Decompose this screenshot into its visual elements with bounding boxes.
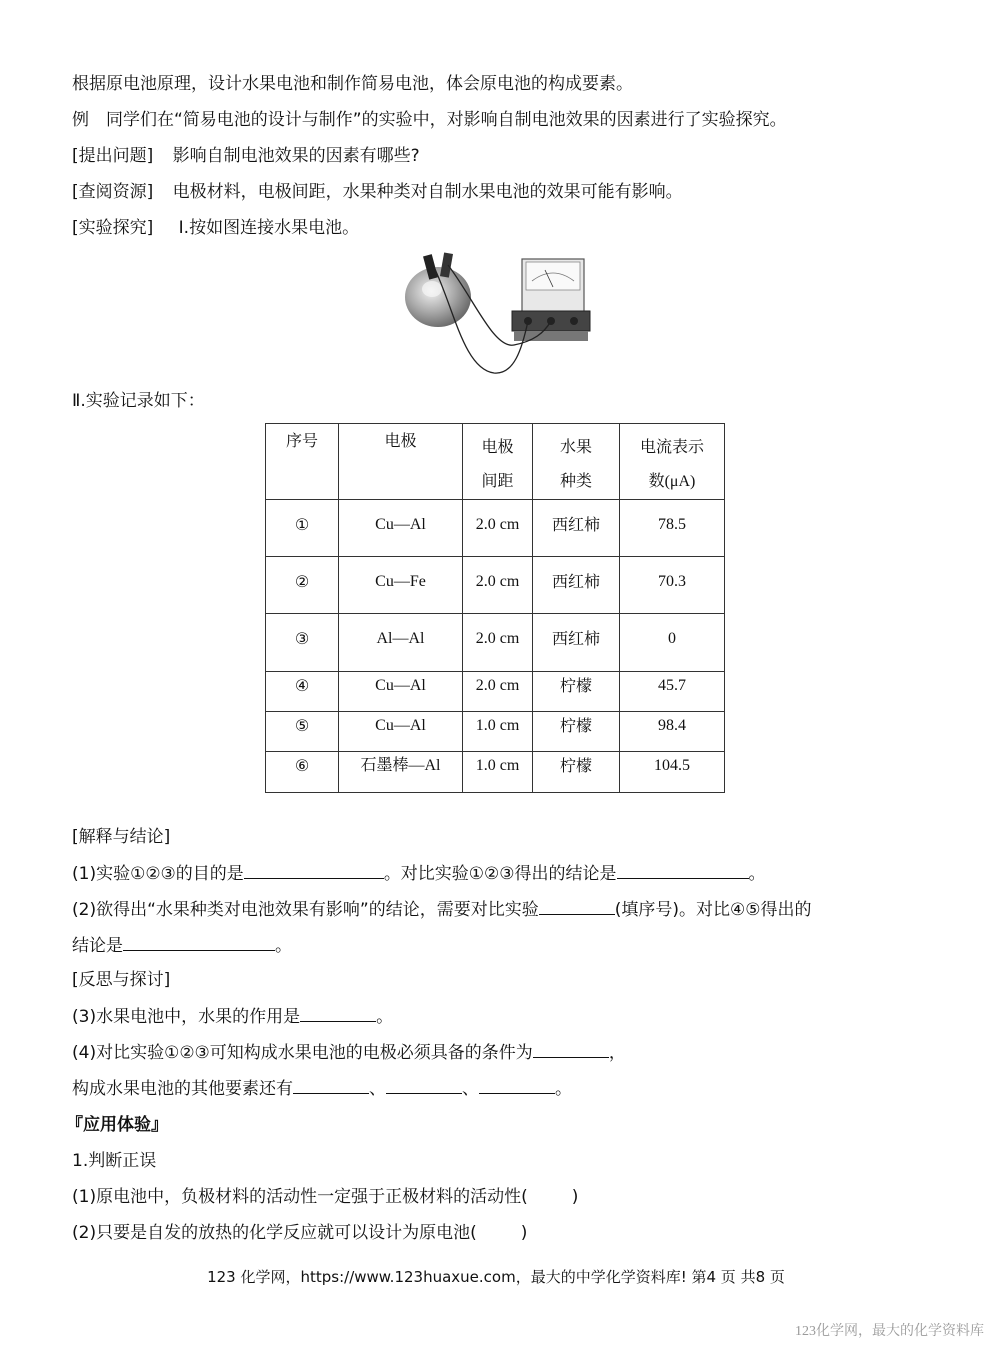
q4-blank-3[interactable] xyxy=(386,1077,462,1094)
q4-sep-1: 、 xyxy=(369,1079,386,1099)
experiment-table xyxy=(265,423,725,793)
header-cell: 电极 间距 xyxy=(463,424,533,500)
table-row xyxy=(266,557,725,614)
q1-text-a: (1)实验①②③的目的是 xyxy=(72,864,244,884)
q4-sep-2: 、 xyxy=(462,1079,479,1099)
example-text: 例 同学们在“简易电池的设计与制作”的实验中，对影响自制电池效果的因素进行了实验探究。 xyxy=(72,110,787,130)
ammeter xyxy=(512,259,590,341)
q3-text-a: (3)水果电池中，水果的作用是 xyxy=(72,1007,301,1027)
table-cell: ① xyxy=(266,500,339,557)
q4-blank-2[interactable] xyxy=(293,1077,369,1094)
q2-text-c: 结论是 xyxy=(72,936,123,956)
conclusion-heading: [解释与结论] xyxy=(72,827,171,847)
resources-line xyxy=(72,181,683,203)
explore-tag: [实验探究] xyxy=(72,218,154,238)
watermark: 123化学网，最大的化学资料库 xyxy=(795,1324,984,1339)
q1-blank-2[interactable] xyxy=(617,862,749,879)
q2-text-d: 。 xyxy=(275,936,292,956)
table-cell: ⑥ xyxy=(266,752,339,793)
table-cell: 柠檬 xyxy=(533,712,620,752)
table-cell: 45.7 xyxy=(620,672,725,712)
table-cell: Cu—Al xyxy=(339,500,463,557)
q4-line xyxy=(72,1041,626,1064)
table-cell: 1.0 cm xyxy=(463,712,533,752)
explore-text: Ⅰ.按如图连接水果电池。 xyxy=(178,218,360,238)
q2-text-b: (填序号)。对比④⑤得出的 xyxy=(614,900,812,920)
resources-tag: [查阅资源] xyxy=(72,182,154,202)
q1-text-c: 。 xyxy=(748,864,766,884)
q4-blank-1[interactable] xyxy=(533,1041,609,1058)
table-cell: 1.0 cm xyxy=(463,752,533,793)
q3-blank[interactable] xyxy=(300,1005,376,1022)
judge-item-1 xyxy=(72,1186,578,1208)
judge-item-2 xyxy=(72,1222,527,1244)
j2-text: (2)只要是自发的放热的化学反应就可以设计为原电池( xyxy=(72,1223,477,1243)
header-cell: 序号 xyxy=(266,424,339,500)
table-cell: ④ xyxy=(266,672,339,712)
table-cell: 98.4 xyxy=(620,712,725,752)
table-cell: 西红柿 xyxy=(533,500,620,557)
table-cell: 柠檬 xyxy=(533,672,620,712)
table-cell: Cu—Al xyxy=(339,672,463,712)
table-cell: 柠檬 xyxy=(533,752,620,793)
question-line xyxy=(72,145,420,167)
q1-text-b: 。对比实验①②③得出的结论是 xyxy=(383,864,617,884)
q3-line xyxy=(72,1005,393,1028)
table-cell: 西红柿 xyxy=(533,557,620,614)
table-row xyxy=(266,614,725,672)
table-cell: Cu—Al xyxy=(339,712,463,752)
header-cell: 水果 种类 xyxy=(533,424,620,500)
table-row xyxy=(266,712,725,752)
table-row xyxy=(266,500,725,557)
fruit-battery-figure xyxy=(404,249,594,389)
table-cell: ② xyxy=(266,557,339,614)
q2-line-2 xyxy=(72,934,292,957)
table-cell: 78.5 xyxy=(620,500,725,557)
j2-close: ) xyxy=(520,1223,528,1243)
record-intro: Ⅱ.实验记录如下： xyxy=(72,391,205,411)
q1-line xyxy=(72,862,766,885)
q2-blank-2[interactable] xyxy=(123,934,275,951)
q4-text-a: (4)对比实验①②③可知构成水果电池的电极必须具备的条件为 xyxy=(72,1043,533,1063)
q4-text-c: 构成水果电池的其他要素还有 xyxy=(72,1079,293,1099)
q4-line-2 xyxy=(72,1077,572,1100)
j1-close: ) xyxy=(571,1187,579,1207)
explore-line xyxy=(72,217,359,239)
reflect-heading: [反思与探讨] xyxy=(72,970,171,990)
page-footer: 123 化学网，https://www.123huaxue.com，最大的中学化学资料库! 第4 页 共8 页 xyxy=(207,1268,785,1286)
table-cell: 104.5 xyxy=(620,752,725,793)
table-cell: 石墨棒—Al xyxy=(339,752,463,793)
table-cell: ③ xyxy=(266,614,339,672)
question-text: 影响自制电池效果的因素有哪些? xyxy=(172,146,420,166)
q2-line xyxy=(72,898,811,921)
header-cell: 电流表示 数(μA) xyxy=(620,424,725,500)
table-cell: 70.3 xyxy=(620,557,725,614)
intro-text: 根据原电池原理，设计水果电池和制作简易电池，体会原电池的构成要素。 xyxy=(72,74,633,94)
table-cell: Al—Al xyxy=(339,614,463,672)
q1-blank-1[interactable] xyxy=(244,862,384,879)
q4-end: 。 xyxy=(555,1079,572,1099)
header-cell: 电极 xyxy=(339,424,463,500)
question-tag: [提出问题] xyxy=(72,146,154,166)
table-cell: 西红柿 xyxy=(533,614,620,672)
table-cell: 0 xyxy=(620,614,725,672)
resources-text: 电极材料，电极间距，水果种类对自制水果电池的效果可能有影响。 xyxy=(172,182,683,202)
table-row xyxy=(266,672,725,712)
apply-heading: 『应用体验』 xyxy=(66,1115,168,1135)
j1-text: (1)原电池中，负极材料的活动性一定强于正极材料的活动性( xyxy=(72,1187,528,1207)
q3-text-b: 。 xyxy=(376,1007,394,1027)
judge-title: 1.判断正误 xyxy=(72,1151,157,1171)
table-cell: Cu—Fe xyxy=(339,557,463,614)
table-header-row xyxy=(266,424,725,500)
q4-blank-4[interactable] xyxy=(479,1077,555,1094)
q2-blank-1[interactable] xyxy=(539,898,615,915)
q4-text-b: ， xyxy=(608,1043,626,1063)
table-cell: ⑤ xyxy=(266,712,339,752)
table-cell: 2.0 cm xyxy=(463,557,533,614)
q2-text-a: (2)欲得出“水果种类对电池效果有影响”的结论，需要对比实验 xyxy=(72,900,539,920)
table-row xyxy=(266,752,725,793)
table-cell: 2.0 cm xyxy=(463,500,533,557)
table-cell: 2.0 cm xyxy=(463,614,533,672)
table-cell: 2.0 cm xyxy=(463,672,533,712)
